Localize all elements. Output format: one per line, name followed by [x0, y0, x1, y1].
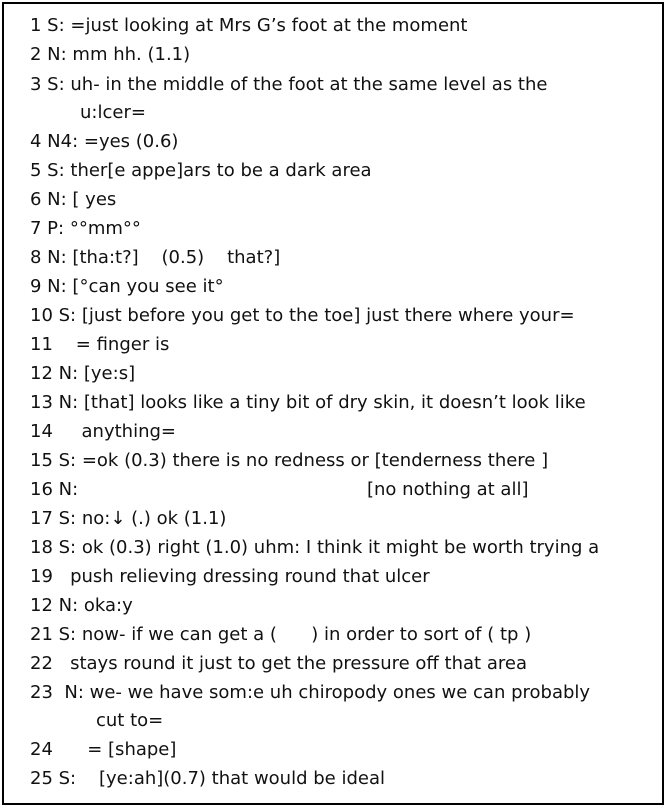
transcript-line: cut to= — [96, 710, 164, 731]
transcript-line: 9 N: [°can you see it° — [30, 276, 224, 297]
transcript-line: 13 N: [that] looks like a tiny bit of dry skin, it doesn’t look like — [30, 392, 586, 413]
transcript-line: 7 P: °°mm°° — [30, 218, 141, 239]
transcript-line: 16 N: — [30, 479, 79, 500]
transcript-line: 24 = [shape] — [30, 739, 177, 760]
transcript-line: 14 anything= — [30, 421, 176, 442]
transcript-line: 23 N: we- we have som:e uh chiropody ones we can probably — [30, 682, 591, 703]
transcript-line: 4 N4: =yes (0.6) — [30, 131, 179, 152]
transcript-line: 1 S: =just looking at Mrs G’s foot at the moment — [30, 15, 468, 36]
transcript-line: 15 S: =ok (0.3) there is no redness or [tenderness there ] — [30, 450, 549, 471]
transcript-line: 17 S: no:↓ (.) ok (1.1) — [30, 508, 227, 529]
transcript-line: 12 N: oka:y — [30, 595, 133, 616]
transcript-line: 21 S: now- if we can get a ( ) in order to sort of ( tp ) — [30, 624, 532, 645]
transcript-line: 18 S: ok (0.3) right (1.0) uhm: I think it might be worth trying a — [30, 537, 600, 558]
transcript-line: 22 stays round it just to get the pressure off that area — [30, 653, 527, 674]
transcript-line: 8 N: [tha:t?] (0.5) that?] — [30, 247, 281, 268]
transcript-line: 19 push relieving dressing round that ulcer — [30, 566, 430, 587]
transcript-line: 5 S: ther[e appe]ars to be a dark area — [30, 160, 372, 181]
transcript-line: 11 = finger is — [30, 334, 170, 355]
transcript-line: [no nothing at all] — [367, 479, 529, 500]
transcript-line: 6 N: [ yes — [30, 189, 117, 210]
transcript-line: 12 N: [ye:s] — [30, 363, 136, 384]
transcript-line: 10 S: [just before you get to the toe] just there where your= — [30, 305, 575, 326]
transcript-line: 25 S: [ye:ah](0.7) that would be ideal — [30, 768, 385, 789]
transcript-line: u:lcer= — [80, 102, 146, 123]
transcript-line: 2 N: mm hh. (1.1) — [30, 44, 191, 65]
transcript-line: 3 S: uh- in the middle of the foot at the same level as the — [30, 74, 548, 95]
